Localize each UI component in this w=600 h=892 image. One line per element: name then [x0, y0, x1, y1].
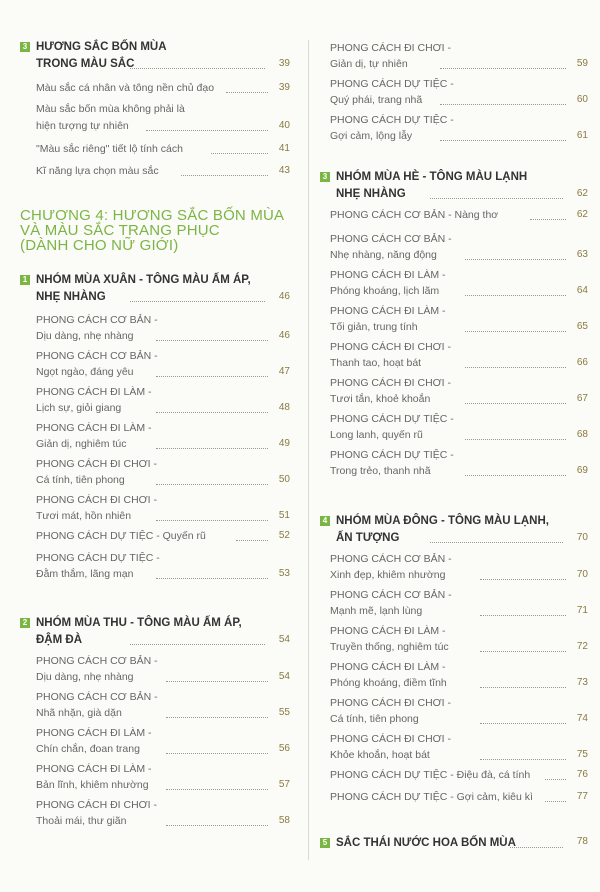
toc-entry-page: 59 — [576, 58, 588, 69]
toc-entry-text: Chín chắn, đoan trang — [36, 743, 140, 755]
toc-entry-page: 63 — [576, 249, 588, 260]
toc-entry-text: Gợi cảm, lộng lẫy — [330, 130, 413, 142]
toc-entry-style: PHONG CÁCH ĐI LÀM - — [330, 305, 446, 317]
toc-entry-text: Xinh đẹp, khiêm nhường — [330, 569, 446, 581]
toc-entry-text: Quý phái, trang nhã — [330, 94, 423, 106]
toc-entry-page: 46 — [278, 330, 290, 341]
toc-entry-text: Thanh tao, hoạt bát — [330, 357, 422, 369]
toc-entry-leader — [465, 403, 566, 404]
toc-entry-text: Kĩ năng lựa chọn màu sắc — [36, 165, 159, 177]
toc-entry-text: Đằm thắm, lãng mạn — [36, 568, 134, 580]
toc-entry-style: PHONG CÁCH CƠ BẢN - — [330, 589, 452, 601]
toc-entry-page: 76 — [576, 769, 588, 780]
toc-entry-style: PHONG CÁCH ĐI LÀM - — [36, 422, 152, 434]
column-divider — [308, 40, 309, 860]
toc-entry-page: 50 — [278, 474, 290, 485]
section-heading — [320, 170, 588, 185]
section-number-badge: 3 — [320, 172, 330, 182]
toc-entry-style: PHONG CÁCH ĐI LÀM - — [330, 269, 446, 281]
section-heading — [20, 273, 290, 288]
toc-entry-style: PHONG CÁCH ĐI CHƠI - — [330, 377, 452, 389]
section-leader — [510, 847, 563, 848]
toc-entry-style: PHONG CÁCH CƠ BẢN - — [330, 233, 452, 245]
toc-entry-style: PHONG CÁCH ĐI CHƠI - — [36, 799, 158, 811]
toc-entry-page: 72 — [576, 641, 588, 652]
toc-entry-page: 41 — [278, 143, 290, 154]
toc-entry-text: "Màu sắc riêng" tiết lộ tính cách — [36, 143, 183, 155]
toc-entry-style: PHONG CÁCH CƠ BẢN - — [36, 691, 158, 703]
toc-entry-text: Tươi mát, hồn nhiên — [36, 510, 132, 522]
toc-entry-text: Nhẹ nhàng, năng động — [330, 249, 437, 261]
toc-entry-leader — [166, 789, 268, 790]
section-title: NHÓM MÙA HÈ - TÔNG MÀU LẠNH — [336, 171, 528, 183]
toc-entry-leader — [480, 615, 566, 616]
toc-entry-text: Tươi tắn, khoẻ khoắn — [330, 393, 431, 405]
toc-entry-style: PHONG CÁCH ĐI CHƠI - — [330, 733, 452, 745]
toc-entry-style: PHONG CÁCH CƠ BẢN - — [36, 314, 158, 326]
toc-entry-page: 54 — [278, 671, 290, 682]
toc-entry-page: 55 — [278, 707, 290, 718]
toc-entry-page: 62 — [576, 209, 588, 220]
toc-entry-leader — [440, 68, 566, 69]
toc-entry-page: 70 — [576, 569, 588, 580]
section-title-line2: ẤN TƯỢNG — [336, 532, 400, 544]
toc-entry-text: PHONG CÁCH DỰ TIỆC - Gợi cảm, kiêu kì — [330, 791, 533, 803]
section-title: NHÓM MÙA THU - TÔNG MÀU ẤM ÁP, — [36, 617, 242, 629]
toc-entry-text: Khỏe khoắn, hoạt bát — [330, 749, 430, 761]
section-leader — [130, 301, 265, 302]
toc-entry-text: PHONG CÁCH DỰ TIỆC - Quyến rũ — [36, 530, 206, 542]
toc-entry-style: PHONG CÁCH ĐI LÀM - — [36, 386, 152, 398]
section-number-badge: 4 — [320, 516, 330, 526]
section-page: 78 — [576, 836, 588, 847]
toc-entry-page: 49 — [278, 438, 290, 449]
section-heading — [320, 514, 588, 529]
toc-entry-style: PHONG CÁCH ĐI CHƠI - — [36, 458, 158, 470]
toc-entry-page: 40 — [278, 120, 290, 131]
chapter-title-line: CHƯƠNG 4: HƯƠNG SẮC BỐN MÙA — [20, 207, 285, 224]
toc-entry-text: Cá tính, tiên phong — [330, 713, 419, 725]
toc-entry-page: 58 — [278, 815, 290, 826]
toc-entry-text: Thoải mái, thư giãn — [36, 815, 127, 827]
toc-entry-text: Lịch sự, giỏi giang — [36, 402, 122, 414]
toc-entry-page: 47 — [278, 366, 290, 377]
toc-entry-leader — [465, 439, 566, 440]
toc-entry-style: PHONG CÁCH ĐI LÀM - — [36, 727, 152, 739]
toc-entry-page: 71 — [576, 605, 588, 616]
toc-entry-page: 39 — [278, 82, 290, 93]
toc-entry-page: 65 — [576, 321, 588, 332]
toc-entry-leader — [480, 651, 566, 652]
section-page: 54 — [278, 634, 290, 645]
toc-entry-leader — [156, 376, 268, 377]
section-title-line2: NHẸ NHÀNG — [336, 188, 406, 200]
toc-entry-text: Tối giản, trung tính — [330, 321, 418, 333]
toc-entry-leader — [156, 412, 268, 413]
section-title: SẮC THÁI NƯỚC HOA BỐN MÙA — [336, 837, 516, 849]
toc-entry-leader — [156, 578, 268, 579]
toc-entry-leader — [465, 367, 566, 368]
section-page: 62 — [576, 188, 588, 199]
toc-entry-text: PHONG CÁCH CƠ BẢN - Nàng thơ — [330, 209, 499, 221]
toc-entry-page: 52 — [278, 530, 290, 541]
toc-entry-text: Cá tính, tiên phong — [36, 474, 125, 486]
toc-entry-text: Màu sắc cá nhân và tông nền chủ đạo — [36, 82, 215, 94]
toc-entry-text: Long lanh, quyến rũ — [330, 429, 423, 441]
section-leader — [130, 68, 265, 69]
toc-entry-leader — [530, 219, 566, 220]
section-number-badge: 5 — [320, 838, 330, 848]
toc-entry-style: PHONG CÁCH ĐI CHƠI - — [330, 42, 452, 54]
toc-entry-leader — [156, 484, 268, 485]
toc-entry-text: Dịu dàng, nhẹ nhàng — [36, 671, 134, 683]
chapter-title — [20, 208, 290, 253]
toc-entry-page: 60 — [576, 94, 588, 105]
toc-entry-style: PHONG CÁCH DỰ TIỆC - — [330, 413, 454, 425]
toc-entry-leader — [211, 153, 268, 154]
toc-entry-leader — [166, 717, 268, 718]
section-page: 39 — [278, 58, 290, 69]
section-number-badge: 2 — [20, 618, 30, 628]
chapter-title-line: (DÀNH CHO NỮ GIỚI) — [20, 237, 179, 254]
toc-entry-page: 73 — [576, 677, 588, 688]
toc-entry-style: PHONG CÁCH CƠ BẢN - — [330, 553, 452, 565]
toc-entry-leader — [480, 723, 566, 724]
toc-entry-text: Phóng khoáng, lịch lãm — [330, 285, 440, 297]
toc-entry-style: PHONG CÁCH ĐI CHƠI - — [330, 697, 452, 709]
toc-entry-leader — [166, 753, 268, 754]
toc-entry-leader — [465, 295, 566, 296]
toc-entry-page: 77 — [576, 791, 588, 802]
toc-entry-page: 56 — [278, 743, 290, 754]
section-title-line2: TRONG MÀU SẮC — [36, 58, 135, 70]
toc-entry-leader — [166, 825, 268, 826]
toc-entry-page: 68 — [576, 429, 588, 440]
section-leader — [430, 198, 563, 199]
toc-entry-page: 64 — [576, 285, 588, 296]
toc-entry-text: Dịu dàng, nhẹ nhàng — [36, 330, 134, 342]
toc-entry-style: PHONG CÁCH ĐI LÀM - — [330, 661, 446, 673]
toc-entry-page: 57 — [278, 779, 290, 790]
toc-entry-style: PHONG CÁCH DỰ TIỆC - — [330, 114, 454, 126]
toc-entry-leader — [480, 759, 566, 760]
toc-entry-leader — [156, 520, 268, 521]
section-page: 46 — [278, 291, 290, 302]
toc-entry-text: PHONG CÁCH DỰ TIỆC - Điệu đà, cá tính — [330, 769, 531, 781]
toc-entry-leader — [236, 540, 268, 541]
toc-entry-style: PHONG CÁCH ĐI LÀM - — [36, 763, 152, 775]
toc-entry-style: PHONG CÁCH ĐI CHƠI - — [36, 494, 158, 506]
toc-entry-text: Truyền thống, nghiêm túc — [330, 641, 449, 653]
toc-entry-style: PHONG CÁCH ĐI LÀM - — [330, 625, 446, 637]
section-leader — [430, 542, 563, 543]
section-title: NHÓM MÙA XUÂN - TÔNG MÀU ẤM ÁP, — [36, 274, 251, 286]
toc-entry-leader — [440, 104, 566, 105]
toc-entry-text: Ngọt ngào, đáng yêu — [36, 366, 134, 378]
toc-entry-page: 69 — [576, 465, 588, 476]
toc-entry-style: PHONG CÁCH DỰ TIỆC - — [330, 449, 454, 461]
toc-entry-style: PHONG CÁCH DỰ TIỆC - — [330, 78, 454, 90]
toc-entry-page: 43 — [278, 165, 290, 176]
section-title: NHÓM MÙA ĐÔNG - TÔNG MÀU LẠNH, — [336, 515, 549, 527]
toc-entry-leader — [166, 681, 268, 682]
section-heading — [20, 40, 290, 55]
toc-entry-page: 74 — [576, 713, 588, 724]
toc-entry-page: 66 — [576, 357, 588, 368]
toc-entry-text: Giản dị, nghiêm túc — [36, 438, 127, 450]
toc-entry-leader — [480, 687, 566, 688]
toc-entry-style: PHONG CÁCH CƠ BẢN - — [36, 350, 158, 362]
toc-entry-leader — [545, 801, 566, 802]
section-title: HƯƠNG SẮC BỐN MÙA — [36, 41, 167, 53]
section-heading — [20, 616, 290, 631]
toc-entry-leader — [465, 259, 566, 260]
toc-entry-leader — [226, 92, 268, 93]
toc-entry-leader — [465, 475, 566, 476]
toc-entry-text: Mạnh mẽ, lạnh lùng — [330, 605, 423, 617]
toc-entry-leader — [156, 340, 268, 341]
section-page: 70 — [576, 532, 588, 543]
section-number-badge: 3 — [20, 42, 30, 52]
section-title-line2: NHẸ NHÀNG — [36, 291, 106, 303]
toc-entry-text: Trong trẻo, thanh nhã — [330, 465, 431, 477]
toc-entry-leader — [465, 331, 566, 332]
toc-entry-style: PHONG CÁCH CƠ BẢN - — [36, 655, 158, 667]
chapter-title-line: VÀ MÀU SẮC TRANG PHỤC — [20, 222, 220, 239]
toc-entry-leader — [181, 175, 268, 176]
toc-entry-page: 51 — [278, 510, 290, 521]
toc-entry-page: 53 — [278, 568, 290, 579]
toc-entry-text: hiện tượng tự nhiên — [36, 120, 129, 132]
toc-entry-text: Bản lĩnh, khiêm nhường — [36, 779, 149, 791]
toc-entry-leader — [156, 448, 268, 449]
section-heading — [320, 836, 588, 851]
toc-entry-page: 67 — [576, 393, 588, 404]
toc-entry-page: 48 — [278, 402, 290, 413]
toc-entry-leader — [545, 779, 566, 780]
toc-entry-style: PHONG CÁCH ĐI CHƠI - — [330, 341, 452, 353]
toc-entry-leader — [440, 140, 566, 141]
toc-entry-leader — [146, 130, 268, 131]
toc-entry-style: PHONG CÁCH DỰ TIỆC - — [36, 552, 160, 564]
toc-entry-text: Nhã nhặn, già dặn — [36, 707, 122, 719]
toc-entry-text: Giản dị, tự nhiên — [330, 58, 408, 70]
toc-entry-text: Màu sắc bốn mùa không phải là — [36, 103, 185, 115]
section-leader — [130, 644, 265, 645]
section-title-line2: ĐẬM ĐÀ — [36, 634, 82, 646]
toc-entry-page: 75 — [576, 749, 588, 760]
toc-entry-page: 61 — [576, 130, 588, 141]
toc-entry-text: Phóng khoáng, điềm tĩnh — [330, 677, 447, 689]
toc-entry-leader — [480, 579, 566, 580]
section-number-badge: 1 — [20, 275, 30, 285]
